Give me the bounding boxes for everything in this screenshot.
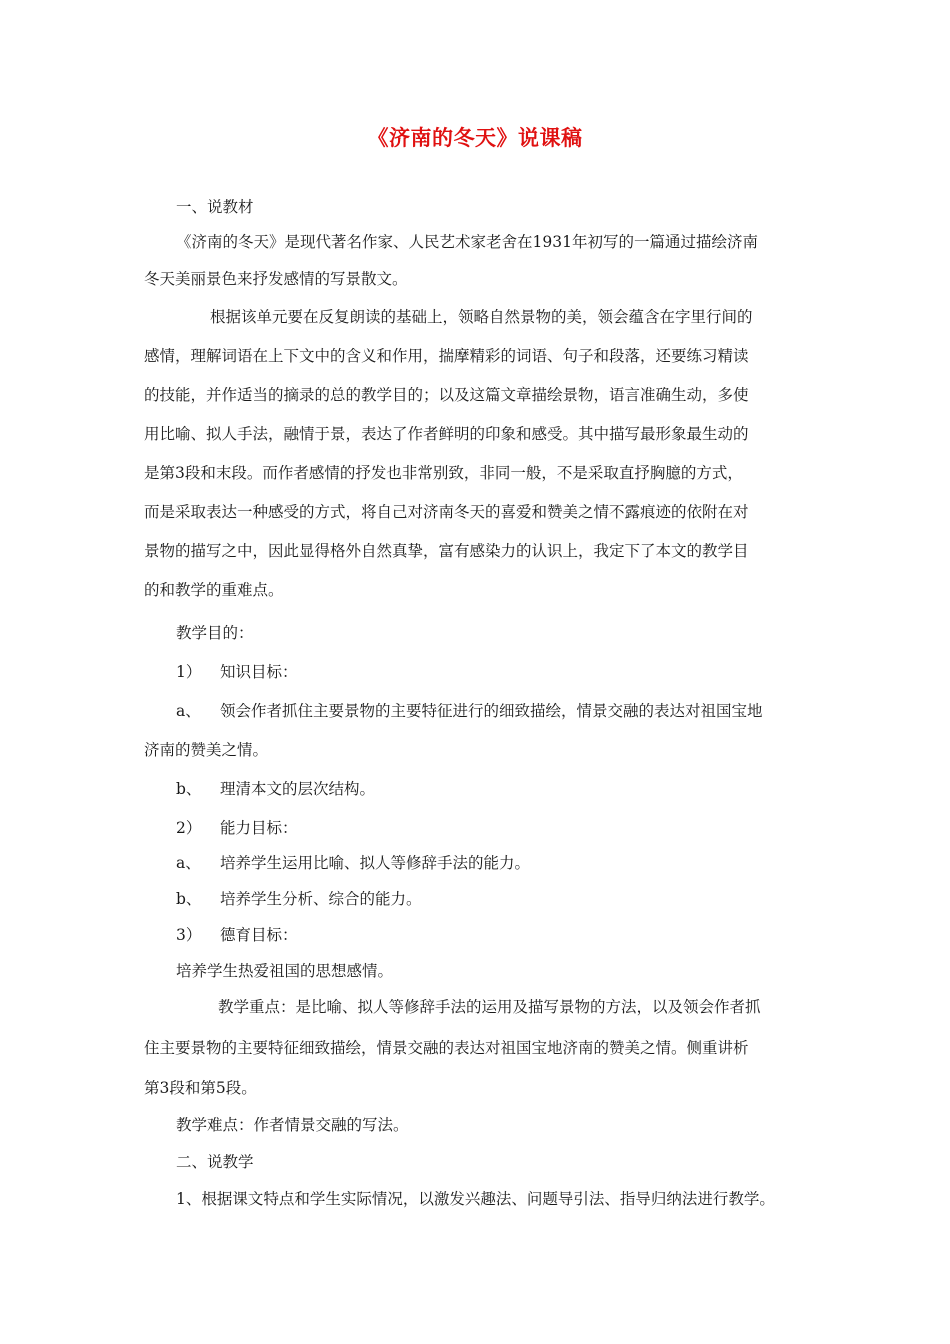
list-letter: b、 xyxy=(176,780,202,798)
section-heading-textbook: 一、说教材 xyxy=(176,198,254,216)
paragraph-line: 根据该单元要在反复朗读的基础上，领略自然景物的美，领会蕴含在字里行间的 xyxy=(210,308,753,326)
paragraph-line: 用比喻、拟人手法，融情于景，表达了作者鲜明的印象和感受。其中描写最形象最生动的 xyxy=(144,425,749,443)
section-heading-teaching: 二、说教学 xyxy=(176,1153,254,1171)
paragraph-line: 是第3段和末段。而作者感情的抒发也非常别致，非同一般，不是采取直抒胸臆的方式， xyxy=(144,464,743,482)
paragraph-line: 景物的描写之中，因此显得格外自然真挚，富有感染力的认识上，我定下了本文的教学目 xyxy=(144,542,749,560)
list-item-text: 培养学生分析、综合的能力。 xyxy=(220,890,422,908)
list-item-text: 理清本文的层次结构。 xyxy=(220,780,376,798)
difficulty-line: 教学难点：作者情景交融的写法。 xyxy=(176,1116,409,1134)
list-item-text: 领会作者抓住主要景物的主要特征进行的细致描绘，情景交融的表达对祖国宝地 xyxy=(220,702,763,720)
key-points-line: 第3段和第5段。 xyxy=(144,1079,257,1097)
list-item-text: 知识目标： xyxy=(220,663,298,681)
list-item-text: 能力目标： xyxy=(220,819,298,837)
list-number: 1） xyxy=(176,663,202,681)
list-item-text: 济南的赞美之情。 xyxy=(144,741,269,759)
paragraph-line: 1、根据课文特点和学生实际情况，以激发兴趣法、问题导引法、指导归纳法进行教学。 xyxy=(176,1190,775,1208)
list-letter: b、 xyxy=(176,890,202,908)
paragraph-line: 的和教学的重难点。 xyxy=(144,581,284,599)
list-item-text: 培养学生运用比喻、拟人等修辞手法的能力。 xyxy=(220,854,531,872)
paragraph-line: 培养学生热爱祖国的思想感情。 xyxy=(176,962,394,980)
list-letter: a、 xyxy=(176,854,201,872)
paragraph-line: 《济南的冬天》是现代著名作家、人民艺术家老舍在1931年初写的一篇通过描绘济南 xyxy=(176,233,758,251)
list-letter: a、 xyxy=(176,702,201,720)
list-item-text: 德育目标： xyxy=(220,926,298,944)
paragraph-line: 冬天美丽景色来抒发感情的写景散文。 xyxy=(144,270,408,288)
goals-heading: 教学目的： xyxy=(176,624,254,642)
key-points-line: 住主要景物的主要特征细致描绘，情景交融的表达对祖国宝地济南的赞美之情。侧重讲析 xyxy=(144,1039,749,1057)
paragraph-line: 而是采取表达一种感受的方式，将自己对济南冬天的喜爱和赞美之情不露痕迹的依附在对 xyxy=(144,503,749,521)
list-number: 2） xyxy=(176,819,202,837)
document-title: 《济南的冬天》说课稿 xyxy=(367,125,583,150)
list-number: 3） xyxy=(176,926,202,944)
paragraph-line: 感情，理解词语在上下文中的含义和作用，揣摩精彩的词语、句子和段落，还要练习精读 xyxy=(144,347,749,365)
paragraph-line: 的技能，并作适当的摘录的总的教学目的；以及这篇文章描绘景物，语言准确生动，多使 xyxy=(144,386,749,404)
key-points-line: 教学重点：是比喻、拟人等修辞手法的运用及描写景物的方法，以及领会作者抓 xyxy=(218,998,761,1016)
